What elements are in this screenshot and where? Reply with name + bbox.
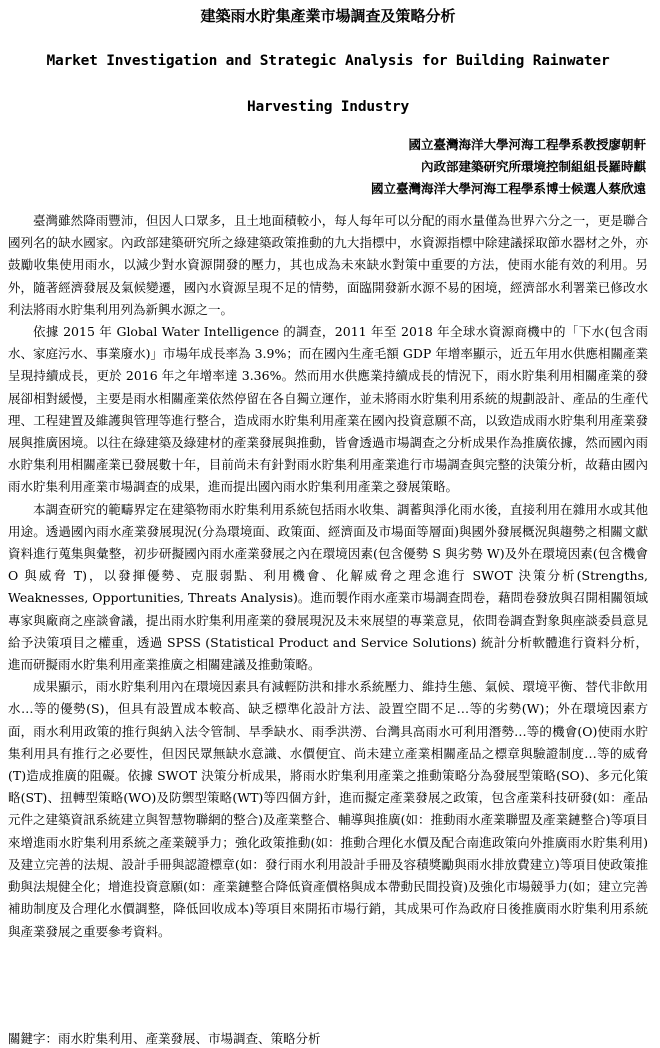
author-line: 國立臺灣海洋大學河海工程學系教授廖朝軒 [408,137,646,152]
author-line: 內政部建築研究所環境控制組組長羅時麒 [420,159,646,174]
abstract-paragraph: 臺灣雖然降雨豐沛，但因人口眾多，且土地面積較小，每人每年可以分配的雨水量僅為世界六分之一，更是聯合國列名的缺水國家。內政部建築研究所之綠建築政策推動的九大指標中，水資源指標中除建議採取節水器材之外，亦鼓勵收集使用雨水，以減少對水資源開發的壓力，其也成為未來缺水對策中重要的方法，使雨水能有效的利用。另外，隨著經濟發展及氣候變遷，國內水資源呈現不足的情勢，面臨開發新水源不易的困境，經濟部水利署業已修改水利法將雨水貯集利用列為新興水源之一。 [8,213,648,317]
chinese-title: 建築雨水貯集產業市場調查及策略分析 [200,7,456,25]
abstract-body [8,210,648,943]
abstract-paragraph: 成果顯示，雨水貯集利用內在環境因素具有減輕防洪和排水系統壓力、維持生態、氣候、環境平衡、替代非飲用水…等的優勢(S)，但具有設置成本較高、缺乏標準化設計方法、設置空間不足…等的劣勢(W)；外在環境因素方面，雨水利用政策的推行與納入法令管制、旱季缺水、雨季洪澇、台灣具高雨水可利用潛勢…等的機會(O)使雨水貯集利用具有推行之必要性，但因民眾無缺水意識、水價便宜、尚未建立產業相關產品之標章與驗證制度…等的威脅(T)造成推廣的阻礙。依據 SWOT 決策分析成果，將雨水貯集利用產業之推動策略分為發展型策略(SO)、多元化策略(ST)、扭轉型策略(WO)及防禦型策略(WT)等四個方針，進而擬定產業發展之政策，包含產業科技研發(如：產品元件之建築資訊系統建立與智慧物聯網的整合)及產業整合、輔導與推廣(如：推動雨水產業聯盟及產業鏈整合)等項目來增進雨水貯集利用系統之產業競爭力；強化政策推動(如：推動合理化水價及配合南進政策向外推廣雨水貯集利用)及建立完善的法規、設計手冊與認證標章(如：發行雨水利用設計手冊及容積獎勵與雨水排放費建立)等項目使政策推動與法規健全化；增進投資意願(如：產業鏈整合降低資產價格與成本帶動民間投資)及強化市場競爭力(如；建立完善補助制度及合理化水價調整，降低回收成本)等項目來開拓市場行銷，其成果可作為政府日後推廣雨水貯集利用系統與產業發展之重要參考資料。 [8,679,648,939]
abstract-paragraph: 依據 2015 年 Global Water Intelligence 的調查，2011 年至 2018 年全球水資源商機中的「下水(包含雨水、家庭污水、事業廢水)」市場年成長率為 3.9%；而在國內生產毛額 GDP 年增率顯示，近五年用水供應相關產業呈現持續成長，更於 2016 年之年增率達 3.36%。然而用水供應業持續成長的情況下，雨水貯集利用相關產業的發展卻相對緩慢，主要是雨水相關產業依然停留在各自獨立運作，並未將雨水貯集利用系統的規劃設計、產品的生產代理、工程建置及維護與管理等進行整合，造成雨水貯集利用產業在國內投資意願不高，以致造成雨水貯集利用產業發展與推廣困境。以往在綠建築及綠建材的產業發展與推動，皆會透過市場調查之分析成果作為推廣依據，然而國內雨水貯集利用相關產業已發展數十年，目前尚未有針對雨水貯集利用產業進行市場調查與完整的決策分析，故藉由國內雨水貯集利用產業市場調查的成果，進而提出國內雨水貯集利用產業之發展策略。 [8,324,648,495]
english-title: Market Investigation and Strategic Analysis for Building Rainwater Harvesting Industry [46,53,610,115]
keywords: 關鍵字：雨水貯集利用、產業發展、市場調查、策略分析 [8,1031,321,1046]
author-list [8,134,648,200]
author-line: 國立臺灣海洋大學河海工程學系博士候選人蔡欣遠 [370,181,646,196]
abstract-paragraph: 本調查研究的範疇界定在建築物雨水貯集利用系統包括雨水收集、調蓄與淨化雨水後，直接利用在雜用水或其他用途。透過國內雨水產業發展現況(分為環境面、政策面、經濟面及市場面等層面)與國外發展概況與趨勢之相關文獻資料進行蒐集與彙整，初步研擬國內雨水產業發展之內在環境因素(包含優勢 S 與劣勢 W)及外在環境因素(包含機會 O 與威脅 T)，以發揮優勢、克服弱點、利用機會、化解威脅之理念進行 SWOT 決策分析(Strengths, Weaknesses, Opportunities, Threats Analysis)。進而製作雨水產業市場調查問卷，藉問卷發放與召開相關領域專家與廠商之座談會議，提出雨水貯集利用產業的發展現況及未來展望的專業意見，依問卷調查對象與座談委員意見給予決策項目之權重，透過 SPSS (Statistical Product and Service Solutions) 統計分析軟體進行資料分析，進而研擬雨水貯集利用產業推廣之相關建議及推動策略。 [8,501,648,673]
